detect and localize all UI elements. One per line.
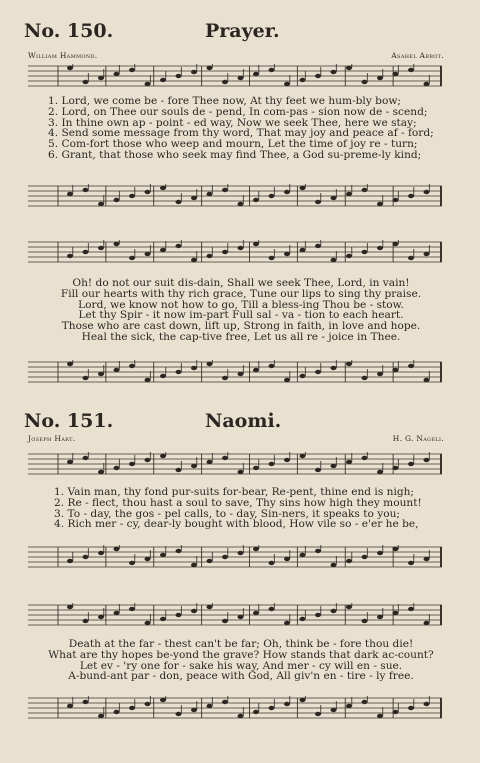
note-head [315,468,321,472]
note-head [207,192,213,196]
note-head [284,252,290,256]
note-head [362,619,368,623]
note-head [269,706,275,710]
note-head [269,607,275,611]
note-head [83,555,89,559]
note-head [253,611,259,615]
note-head [98,246,104,250]
author-credit: Joseph Hart. [28,434,76,443]
note-head [222,555,228,559]
note-head [269,68,275,72]
note-head [67,254,73,258]
note-head [393,611,399,615]
note-head [331,464,337,468]
note-head [191,609,197,613]
note-head [284,378,290,382]
hymn-number: No. 151. [24,410,114,432]
note-head [331,708,337,712]
note-head [83,619,89,623]
note-head [83,376,89,380]
verse-line: 1. Vain man, thy fond pur-suits for-bear, Re-pent, thine end is nigh; [54,486,415,498]
note-head [408,706,414,710]
verse-line: Oh! do not our suit dis-dain, Shall we seek Thee, Lord, in vain! [72,277,410,289]
note-head [253,368,259,372]
note-head [284,82,290,86]
note-head [253,72,259,76]
note-head [346,460,352,464]
note-head [114,547,120,551]
note-head [269,194,275,198]
note-head [362,188,368,192]
note-head [114,466,120,470]
note-head [253,466,259,470]
note-head [393,466,399,470]
note-head [269,561,275,565]
note-head [424,190,430,194]
verse-line: 3. In thine own ap - point - ed way, Now we seek Thee, here we stay; [48,116,417,129]
note-head [346,559,352,563]
note-head [315,549,321,553]
note-head [408,607,414,611]
note-head [129,561,135,565]
verse-line: 4. Rich mer - cy, dear-ly bought with blood, How vile so - e'er he be, [54,518,419,531]
note-head [145,252,151,256]
note-head [67,460,73,464]
treble-staff [28,64,442,88]
note-head [67,704,73,708]
note-head [98,615,104,619]
note-head [129,462,135,466]
note-head [129,194,135,198]
verse-line: 6. Grant, that those who seek may find Thee, a God su-preme-ly kind; [48,148,422,161]
note-head [238,615,244,619]
note-head [160,553,166,557]
note-head [284,557,290,561]
note-head [300,374,306,378]
note-head [331,609,337,613]
note-head [377,470,383,474]
note-head [191,196,197,200]
note-head [253,710,259,714]
note-head [129,68,135,72]
note-head [207,605,213,609]
note-head [176,613,182,617]
note-head [300,553,306,557]
note-head [67,192,73,196]
verse-line: 2. Re - flect, thou hast a soul to save, Thy sins how high they mount! [54,496,422,509]
note-head [160,698,166,702]
note-head [191,563,197,567]
verse-line: 4. Send some message from thy word, That may joy and peace af - ford; [48,127,434,140]
composer-credit: H. G. Nageli. [392,434,444,443]
note-head [331,258,337,262]
note-head [300,698,306,702]
note-head [253,198,259,202]
note-head [160,186,166,190]
note-head [362,700,368,704]
note-head [253,242,259,246]
note-head [300,248,306,252]
note-head [160,374,166,378]
note-head [160,78,166,82]
note-head [346,605,352,609]
note-head [238,470,244,474]
note-head [331,563,337,567]
note-head [129,706,135,710]
note-head [346,192,352,196]
note-head [145,702,151,706]
note-head [67,605,73,609]
note-head [284,190,290,194]
note-head [83,188,89,192]
verse-line: Death at the far - thest can't be far; Oh, think be - fore thou die! [68,638,414,650]
note-head [253,547,259,551]
verse-line: Lord, we know not how to go, Till a bless-ing Thou be - stow. [78,298,404,311]
note-head [222,376,228,380]
note-head [129,364,135,368]
note-head [129,607,135,611]
note-head [424,557,430,561]
note-head [114,72,120,76]
note-head [424,252,430,256]
note-head [346,362,352,366]
note-head [145,458,151,462]
note-head [98,76,104,80]
bass-staff [28,184,442,208]
note-head [160,454,166,458]
note-head [424,621,430,625]
note-head [377,551,383,555]
verse-line: 3. To - day, the gos - pel calls, to - day, Sin-ners, it speaks to you; [54,507,400,520]
note-head [145,621,151,625]
note-head [83,700,89,704]
treble-staff [28,452,442,476]
note-head [315,370,321,374]
note-head [191,464,197,468]
note-head [377,372,383,376]
note-head [67,559,73,563]
note-head [207,362,213,366]
note-head [300,78,306,82]
note-head [377,76,383,80]
bass-staff [28,545,442,569]
note-head [176,712,182,716]
verse-line: Let ev - 'ry one for - sake his way, And mer - cy will en - sue. [79,659,403,672]
note-head [393,710,399,714]
note-head [424,702,430,706]
treble-staff [28,603,442,627]
note-head [176,74,182,78]
note-head [160,617,166,621]
note-head [377,246,383,250]
note-head [222,619,228,623]
note-head [377,714,383,718]
verse-line: What are thy hopes be-yond the grave? How stands that dark ac-count? [48,648,434,661]
note-head [238,202,244,206]
bass-staff [28,696,442,720]
note-head [377,202,383,206]
note-head [346,66,352,70]
note-head [331,70,337,74]
note-head [98,714,104,718]
note-head [393,547,399,551]
note-head [300,454,306,458]
verse-line: Let thy Spir - it now im-part Full sal - va - tion to each heart. [78,309,404,322]
note-head [377,615,383,619]
note-head [191,366,197,370]
note-head [424,378,430,382]
note-head [315,200,321,204]
note-head [269,462,275,466]
verse-line: A-bund-ant par - don, peace with God, All giv'n en - tire - ly free. [68,670,414,683]
note-head [269,256,275,260]
note-head [98,372,104,376]
note-head [98,551,104,555]
note-head [83,250,89,254]
bass-staff [28,360,442,384]
note-head [393,368,399,372]
note-head [362,555,368,559]
note-head [67,66,73,70]
note-head [145,82,151,86]
verse-line: 2. Lord, on Thee our souls de - pend, In com-pas - sion now de - scend; [48,105,428,118]
note-head [408,364,414,368]
verse-line: 5. Com-fort those who weep and mourn, Let the time of joy re - turn; [48,138,418,151]
note-head [346,254,352,258]
note-head [362,250,368,254]
note-head [222,250,228,254]
verse-line: Heal the sick, the cap-tive free, Let us all re - joice in Thee. [81,330,401,343]
note-head [129,256,135,260]
note-head [238,551,244,555]
note-head [191,708,197,712]
note-head [408,68,414,72]
note-head [222,188,228,192]
note-head [362,80,368,84]
note-head [207,460,213,464]
note-head [207,254,213,258]
hymn-title: Prayer. [205,20,280,42]
note-head [83,80,89,84]
verse-line: 1. Lord, we come be - fore Thee now, At thy feet we hum-bly bow; [48,95,401,107]
composer-credit: Asahel Abbot. [391,51,444,60]
note-head [315,74,321,78]
note-head [160,248,166,252]
note-head [176,244,182,248]
note-head [362,456,368,460]
note-head [393,198,399,202]
note-head [331,196,337,200]
note-head [284,458,290,462]
note-head [176,370,182,374]
verse-line: Those who are cast down, lift up, Strong in faith, in love and hope. [61,320,421,333]
note-head [83,456,89,460]
note-head [269,364,275,368]
note-head [331,366,337,370]
note-head [408,194,414,198]
note-head [408,256,414,260]
note-head [114,368,120,372]
verse-block [48,96,442,161]
note-head [315,244,321,248]
note-head [424,82,430,86]
note-head [238,372,244,376]
note-head [98,202,104,206]
note-head [67,362,73,366]
note-head [176,200,182,204]
note-head [191,70,197,74]
note-head [191,258,197,262]
hymn-number: No. 150. [24,20,114,42]
verse-block [54,487,442,530]
note-head [315,712,321,716]
note-head [222,456,228,460]
note-head [393,242,399,246]
note-head [222,80,228,84]
note-head [408,561,414,565]
note-head [300,186,306,190]
note-head [145,190,151,194]
note-head [284,621,290,625]
verse-line: Fill our hearts with thy rich grace, Tune our lips to sing thy praise. [60,287,422,300]
treble-staff [28,240,442,264]
note-head [114,242,120,246]
note-head [114,710,120,714]
note-head [176,549,182,553]
note-head [238,246,244,250]
note-head [424,458,430,462]
note-head [98,470,104,474]
note-head [284,702,290,706]
note-head [114,611,120,615]
note-head [238,76,244,80]
verse-block [40,278,442,343]
note-head [207,66,213,70]
note-head [176,468,182,472]
note-head [408,462,414,466]
note-head [207,704,213,708]
note-head [145,557,151,561]
note-head [393,72,399,76]
verse-block [40,639,442,682]
note-head [222,700,228,704]
hymn-title: Naomi. [205,410,282,432]
note-head [315,613,321,617]
note-head [362,376,368,380]
note-head [114,198,120,202]
note-head [238,714,244,718]
note-head [346,704,352,708]
note-head [207,559,213,563]
note-head [145,378,151,382]
note-head [300,617,306,621]
author-credit: William Hammond. [28,51,98,60]
